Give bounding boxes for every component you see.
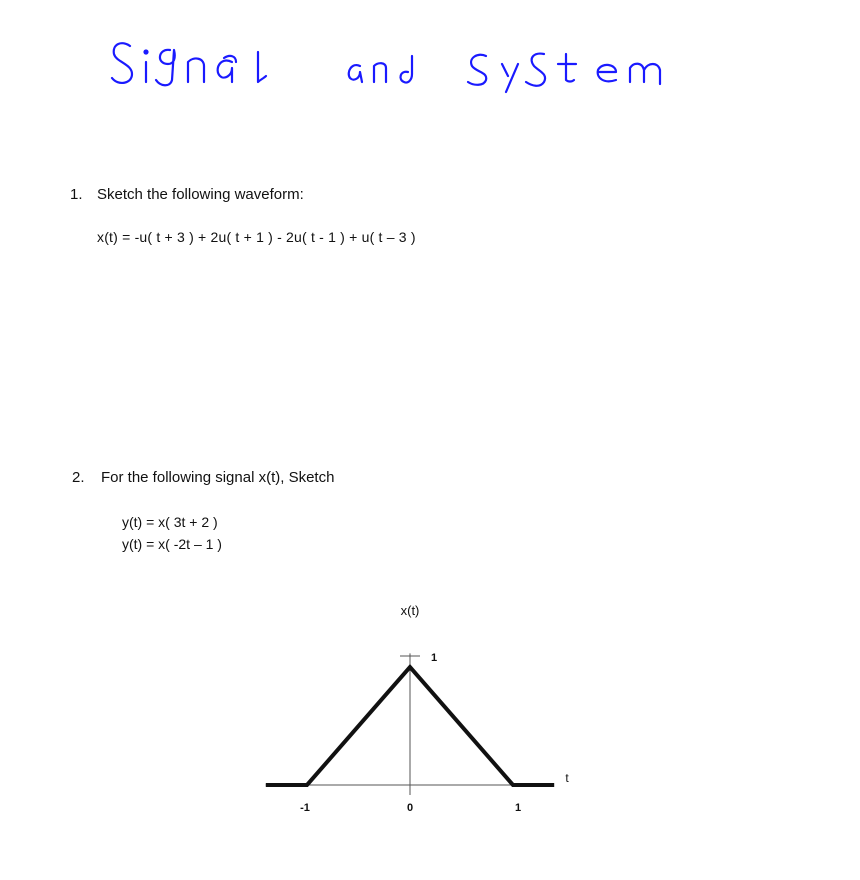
x-axis-label: t: [565, 771, 569, 785]
signal-plot: [260, 595, 600, 830]
x-tick-label-neg1: -1: [300, 802, 310, 814]
x-tick-label-0: 0: [406, 802, 414, 814]
x-tick-label-1: 1: [514, 802, 522, 814]
question-2-equation-1: y(t) = x( 3t + 2 ): [122, 514, 218, 530]
question-2-equation-2: y(t) = x( -2t – 1 ): [122, 536, 222, 552]
y-axis-label: x(t): [400, 603, 420, 618]
y-tick-label-1: 1: [431, 652, 438, 664]
question-1-number: 1.: [70, 186, 83, 203]
question-2-prompt: For the following signal x(t), Sketch: [101, 469, 335, 486]
handwritten-title: [108, 34, 668, 104]
question-1-prompt: Sketch the following waveform:: [97, 186, 304, 203]
question-2-number: 2.: [72, 469, 85, 486]
question-1-equation: x(t) = -u( t + 3 ) + 2u( t + 1 ) - 2u( t - 1 ) + u( t – 3 ): [97, 229, 416, 245]
